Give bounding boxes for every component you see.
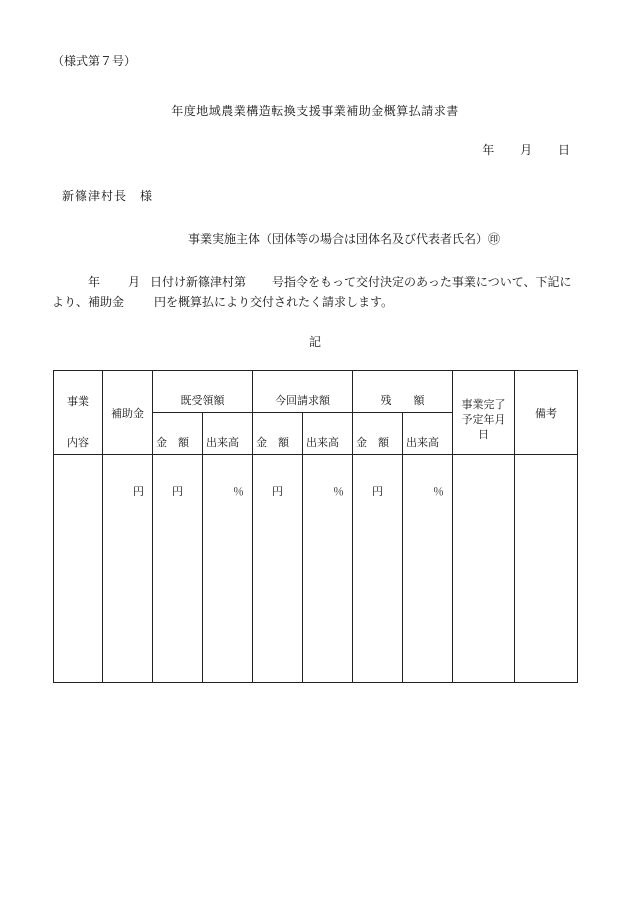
body-year: 年 <box>88 275 101 289</box>
unit-percent: ％ <box>233 485 244 498</box>
body-month: 月 <box>128 275 141 289</box>
cell-hojokin[interactable] <box>103 455 153 683</box>
body-yen: 円を概算払により交付されたく請求します。 <box>154 295 394 309</box>
date-month: 月 <box>520 143 533 157</box>
unit-percent: ％ <box>433 485 444 498</box>
col-jigyo-bottom: 内容 <box>54 413 103 455</box>
document-title: 年度地域農業構造転換支援事業補助金概算払請求書 <box>171 104 459 118</box>
sub-kiju-kingaku: 金 額 <box>153 413 203 455</box>
col-biko: 備考 <box>515 371 578 455</box>
addressee: 新篠津村長 様 <box>62 189 154 203</box>
cell-zan-kingaku[interactable] <box>353 455 403 683</box>
cell-biko[interactable] <box>515 455 578 683</box>
unit-yen: 円 <box>372 485 383 498</box>
sub-zan-kingaku: 金 額 <box>353 413 403 455</box>
group-konkai: 今回請求額 <box>253 371 353 413</box>
col-jigyo-top: 事業 <box>54 371 103 413</box>
cell-konkai-dekidaka[interactable] <box>303 455 353 683</box>
group-zan: 残 額 <box>353 371 453 413</box>
date-line <box>460 141 570 158</box>
group-kiju: 既受領額 <box>153 371 253 413</box>
applicant-line: 事業実施主体（団体等の場合は団体名及び代表者氏名）㊞ <box>188 232 501 246</box>
cell-jigyo-content[interactable] <box>54 455 103 683</box>
cell-kiju-kingaku[interactable] <box>153 455 203 683</box>
cell-konkai-kingaku[interactable] <box>253 455 303 683</box>
sub-konkai-kingaku: 金 額 <box>253 413 303 455</box>
unit-yen: 円 <box>133 485 144 498</box>
col-hojokin: 補助金 <box>103 371 153 455</box>
cell-zan-dekidaka[interactable] <box>403 455 453 683</box>
date-day: 日 <box>557 143 570 157</box>
sub-konkai-dekidaka: 出来高 <box>303 413 353 455</box>
date-year: 年 <box>482 143 495 157</box>
cell-kanryo[interactable] <box>453 455 515 683</box>
unit-yen: 円 <box>172 485 183 498</box>
body-day: 日付け新篠津村第 <box>150 275 247 289</box>
body-order: 号指令をもって交付決定のあった事業について、下記により、補助金 <box>52 275 572 309</box>
ki-heading: 記 <box>308 335 321 349</box>
unit-yen: 円 <box>272 485 283 498</box>
col-kanryo: 事業完了予定年月日 <box>453 371 515 455</box>
claim-table <box>53 370 578 683</box>
sub-kiju-dekidaka: 出来高 <box>203 413 253 455</box>
request-statement <box>52 272 578 312</box>
unit-percent: ％ <box>333 485 344 498</box>
cell-kiju-dekidaka[interactable] <box>203 455 253 683</box>
sub-zan-dekidaka: 出来高 <box>403 413 453 455</box>
form-number: （様式第７号） <box>52 54 137 68</box>
